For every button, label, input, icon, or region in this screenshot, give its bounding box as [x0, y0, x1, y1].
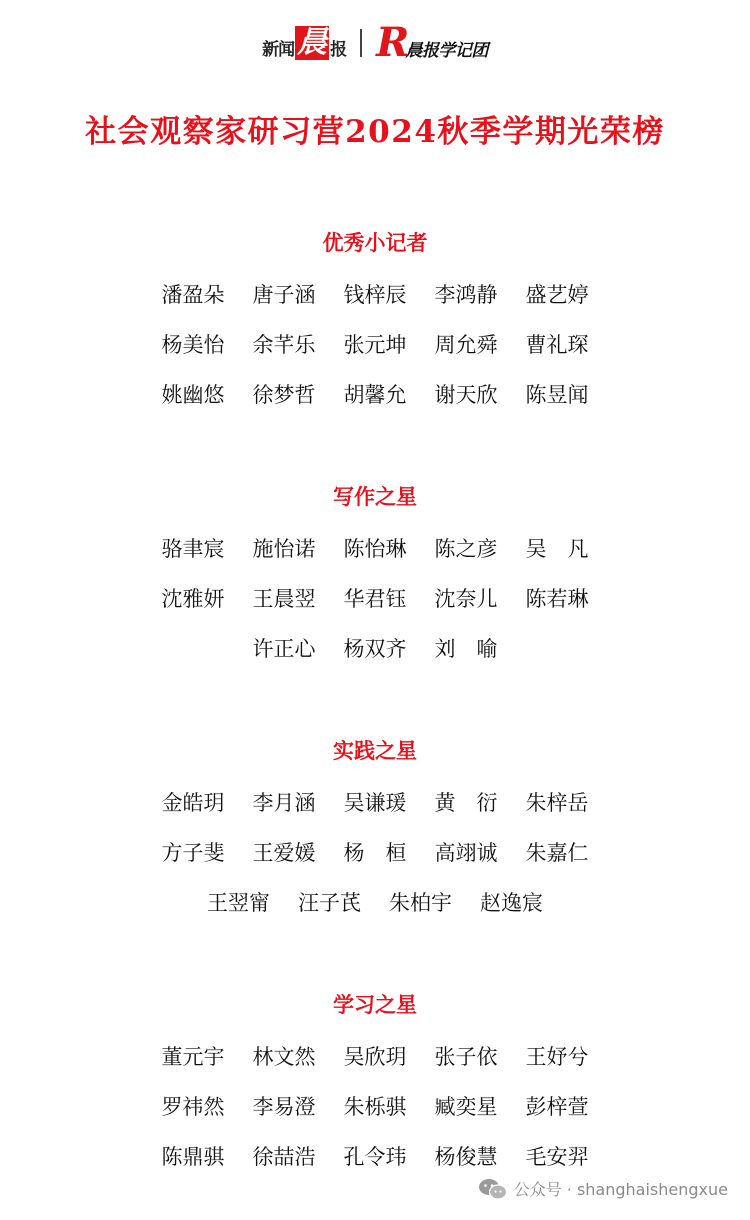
honoree-name: 谢天欣	[434, 383, 498, 407]
honoree-name: 罗祎然	[161, 1095, 225, 1119]
honoree-name: 王爱媛	[252, 841, 316, 865]
honoree-name: 朱柏宇	[389, 891, 452, 915]
honoree-name: 朱栎骐	[343, 1095, 407, 1119]
honoree-name: 臧奕星	[434, 1095, 498, 1119]
footer-account-text: 公众号 · shanghaishengxue	[513, 1180, 728, 1199]
name-row	[0, 838, 750, 868]
honoree-name: 姚幽悠	[161, 383, 225, 407]
honoree-name: 张子依	[434, 1045, 498, 1069]
name-row	[0, 1042, 750, 1072]
logo-xinmin-right: 报	[330, 40, 347, 60]
header-logos	[0, 18, 750, 68]
section-title: 学习之星	[333, 993, 417, 1017]
honoree-name: 徐梦哲	[252, 383, 316, 407]
honoree-name: 汪子芪	[298, 891, 361, 915]
name-row	[0, 280, 750, 310]
section-1	[0, 482, 750, 664]
honoree-name: 陈鼎骐	[161, 1145, 225, 1169]
honoree-name: 杨俊慧	[434, 1145, 498, 1169]
section-title: 优秀小记者	[322, 231, 428, 255]
honoree-name: 林文然	[252, 1045, 316, 1069]
name-row	[0, 534, 750, 564]
honoree-name: 方子斐	[161, 841, 225, 865]
logo-xinmin-left: 新闻	[262, 40, 295, 60]
name-row	[0, 788, 750, 818]
honoree-name: 余芊乐	[252, 333, 316, 357]
honoree-name: 沈奈儿	[434, 587, 498, 611]
honoree-name: 徐喆浩	[252, 1145, 316, 1169]
honoree-name: 沈雅妍	[161, 587, 225, 611]
logo-divider	[360, 29, 362, 57]
honoree-name: 张元坤	[343, 333, 407, 357]
honoree-name: 施怡诺	[252, 537, 316, 561]
honoree-name: 孔令玮	[343, 1145, 407, 1169]
honoree-name: 王晨翌	[252, 587, 316, 611]
honoree-name: 刘 喻	[434, 637, 498, 661]
logo-r-letter: R	[376, 19, 410, 66]
section-0	[0, 228, 750, 410]
honoree-name: 陈之彦	[434, 537, 498, 561]
name-row	[0, 1092, 750, 1122]
honoree-name: 陈怡琳	[343, 537, 407, 561]
name-row	[0, 888, 750, 918]
honoree-name: 李鸿静	[434, 283, 498, 307]
honoree-name: 吴 凡	[525, 537, 589, 561]
honoree-name: 陈若琳	[525, 587, 589, 611]
honoree-name: 胡馨允	[343, 383, 407, 407]
honoree-name: 吴谦瑗	[343, 791, 407, 815]
honoree-name: 杨双齐	[343, 637, 407, 661]
honoree-name: 骆聿宸	[161, 537, 225, 561]
honoree-name: 李易澄	[252, 1095, 316, 1119]
section-3	[0, 990, 750, 1172]
honoree-name: 钱梓辰	[343, 283, 407, 307]
logo-r-text: 晨报学记团	[405, 40, 488, 61]
honoree-name: 金皓玥	[161, 791, 225, 815]
reporter-group-logo	[376, 19, 488, 66]
honoree-name: 朱嘉仁	[525, 841, 589, 865]
honoree-name: 杨美怡	[161, 333, 225, 357]
honoree-name: 王翌甯	[207, 891, 270, 915]
footer-account	[478, 1177, 728, 1200]
honoree-name: 赵逸宸	[480, 891, 543, 915]
honoree-name: 黄 衍	[434, 791, 498, 815]
page-title: 社会观察家研习营2024秋季学期光荣榜	[85, 114, 665, 150]
honoree-name: 陈昱闻	[525, 383, 589, 407]
honoree-name: 高翊诚	[434, 841, 498, 865]
honoree-name: 杨 桓	[343, 841, 407, 865]
section-title: 实践之星	[333, 739, 417, 763]
name-row	[0, 330, 750, 360]
honoree-name: 吴欣玥	[343, 1045, 407, 1069]
honoree-name: 董元宇	[161, 1045, 225, 1069]
wechat-icon	[478, 1178, 508, 1200]
honoree-name: 朱梓岳	[525, 791, 589, 815]
section-title: 写作之星	[333, 485, 417, 509]
section-2	[0, 736, 750, 918]
honoree-name: 许正心	[252, 637, 316, 661]
honoree-name: 王妤兮	[525, 1045, 589, 1069]
xinmin-evening-logo	[262, 26, 346, 60]
honoree-name: 毛安羿	[525, 1145, 589, 1169]
honoree-name: 曹礼琛	[525, 333, 589, 357]
honoree-name: 唐子涵	[252, 283, 316, 307]
name-row	[0, 634, 750, 664]
honoree-name: 李月涵	[252, 791, 316, 815]
logo-xinmin-big: 晨	[297, 25, 328, 60]
honoree-name: 周允舜	[434, 333, 498, 357]
name-row	[0, 380, 750, 410]
honoree-name: 潘盈朵	[161, 283, 225, 307]
honoree-name: 盛艺婷	[525, 283, 589, 307]
honoree-name: 华君钰	[343, 587, 407, 611]
name-row	[0, 584, 750, 614]
honoree-name: 彭梓萱	[525, 1095, 589, 1119]
name-row	[0, 1142, 750, 1172]
